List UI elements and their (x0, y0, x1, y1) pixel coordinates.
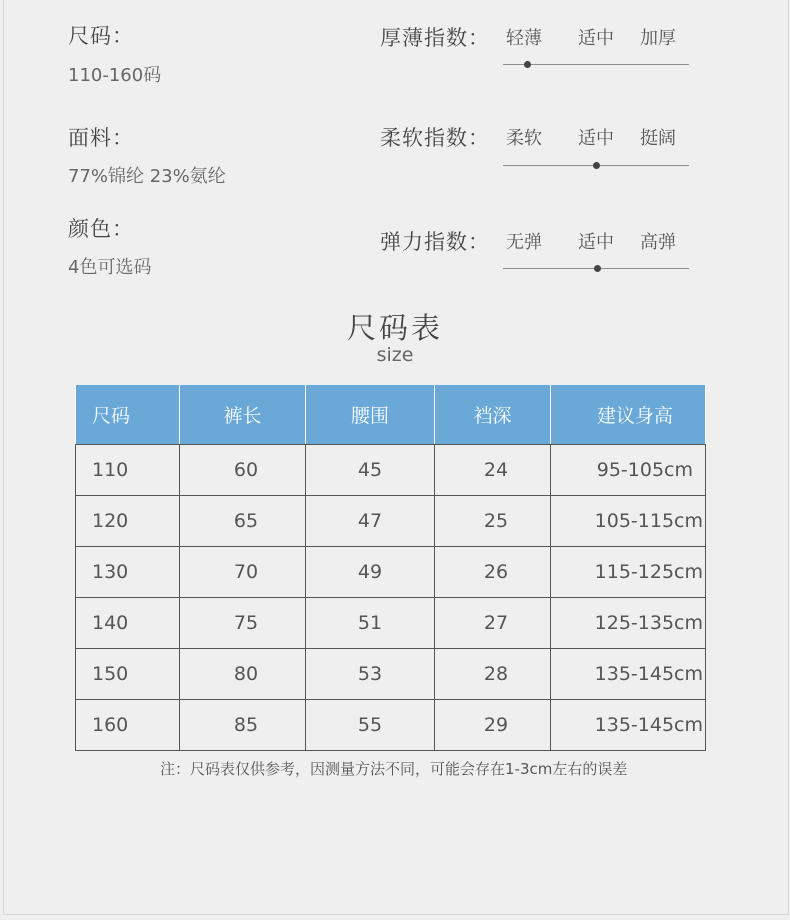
cell-waist: 47 (306, 496, 435, 547)
cell-size: 110 (76, 445, 180, 496)
size-table-header-row (76, 385, 706, 445)
header-size: 尺码 (76, 385, 180, 445)
cell-rise: 27 (435, 598, 551, 649)
size-table-title: 尺码表 (346, 311, 443, 345)
softness-option-stiff: 挺阔 (640, 128, 676, 149)
size-table (75, 385, 706, 751)
cell-size: 130 (76, 547, 180, 598)
cell-pants-length: 60 (180, 445, 306, 496)
spec-color-value: 4色可选码 (68, 257, 152, 278)
cell-pants-length: 80 (180, 649, 306, 700)
table-row (76, 445, 706, 496)
cell-rise: 26 (435, 547, 551, 598)
elasticity-option-medium: 适中 (578, 232, 614, 253)
cell-rise: 25 (435, 496, 551, 547)
cell-size: 140 (76, 598, 180, 649)
spec-color-label: 颜色： (68, 217, 134, 241)
header-waist: 腰围 (306, 385, 435, 445)
thickness-level-marker (524, 61, 531, 68)
thickness-option-medium: 适中 (578, 28, 614, 49)
elasticity-index-label: 弹力指数： (380, 230, 490, 254)
header-pants-length: 裤长 (180, 385, 306, 445)
cell-waist: 45 (306, 445, 435, 496)
thickness-index-label: 厚薄指数： (380, 26, 490, 50)
cell-waist: 55 (306, 700, 435, 751)
elasticity-option-high: 高弹 (640, 232, 676, 253)
spec-size-value: 110-160码 (68, 65, 162, 86)
cell-waist: 51 (306, 598, 435, 649)
spec-fabric-label: 面料： (68, 126, 134, 150)
cell-suggested-height: 135-145cm (551, 649, 706, 700)
header-suggested-height: 建议身高 (551, 385, 706, 445)
cell-suggested-height: 125-135cm (551, 598, 706, 649)
size-table-subtitle: size (376, 344, 414, 366)
spec-size-label: 尺码： (68, 24, 134, 48)
cell-size: 120 (76, 496, 180, 547)
cell-rise: 28 (435, 649, 551, 700)
cell-waist: 49 (306, 547, 435, 598)
softness-option-medium: 适中 (578, 128, 614, 149)
cell-pants-length: 85 (180, 700, 306, 751)
thickness-scale-line (503, 64, 689, 65)
cell-size: 150 (76, 649, 180, 700)
table-row (76, 598, 706, 649)
cell-waist: 53 (306, 649, 435, 700)
softness-option-soft: 柔软 (506, 128, 542, 149)
table-row (76, 700, 706, 751)
cell-suggested-height: 105-115cm (551, 496, 706, 547)
elasticity-option-none: 无弹 (506, 232, 542, 253)
cell-size: 160 (76, 700, 180, 751)
table-row (76, 547, 706, 598)
table-row (76, 649, 706, 700)
cell-rise: 29 (435, 700, 551, 751)
thickness-option-thick: 加厚 (640, 28, 676, 49)
softness-level-marker (593, 162, 600, 169)
softness-index-label: 柔软指数： (380, 126, 490, 150)
thickness-option-thin: 轻薄 (506, 28, 542, 49)
cell-pants-length: 70 (180, 547, 306, 598)
cell-suggested-height: 95-105cm (551, 445, 706, 496)
cell-rise: 24 (435, 445, 551, 496)
cell-suggested-height: 115-125cm (551, 547, 706, 598)
table-row (76, 496, 706, 547)
spec-fabric-value: 77%锦纶 23%氨纶 (68, 166, 226, 187)
header-rise: 裆深 (435, 385, 551, 445)
cell-pants-length: 65 (180, 496, 306, 547)
size-disclaimer-note: 注：尺码表仅供参考，因测量方法不同，可能会存在1-3cm左右的误差 (160, 760, 628, 778)
cell-suggested-height: 135-145cm (551, 700, 706, 751)
cell-pants-length: 75 (180, 598, 306, 649)
